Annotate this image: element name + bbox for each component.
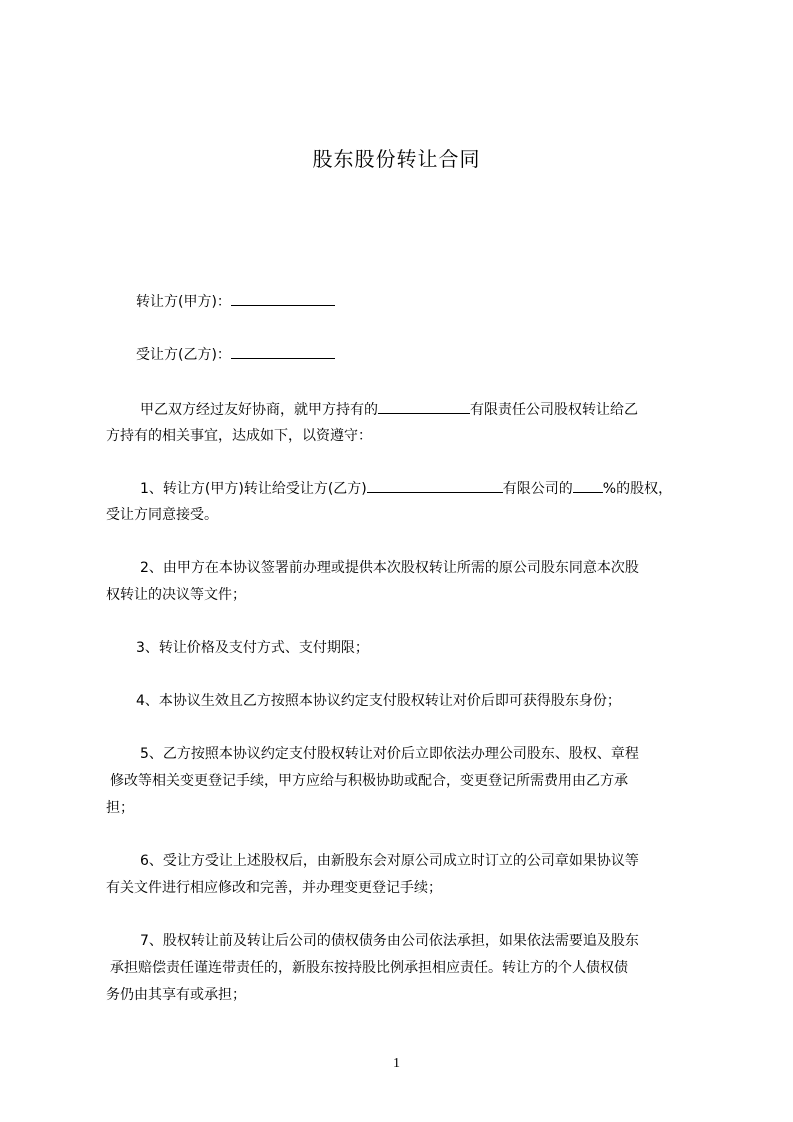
clause-2-line-1: 2、由甲方在本协议签署前办理或提供本次股权转让所需的原公司股东同意本次股 [140,560,639,576]
transferee-line [136,345,335,364]
transferor-blank [231,292,335,306]
clause-1-company-blank [367,479,503,493]
clause-1-percent-blank [573,479,603,493]
clause-7-line-2: 承担赔偿责任谨连带责任的，新股东按持股比例承担相应责任。转让方的个人债权债 [110,960,628,976]
intro-text-b: 有限责任公司股权转让给乙 [470,402,638,418]
clause-2-line-2: 权转让的决议等文件； [106,587,246,603]
clause-1-text-b: 有限公司的 [502,481,573,497]
clause-6-line-2: 有关文件进行相应修改和完善，并办理变更登记手续； [106,880,442,896]
clause-6-line-1: 6、受让方受让上述股权后，由新股东会对原公司成立时订立的公司章如果协议等 [140,853,639,869]
clause-5-line-1: 5、乙方按照本协议约定支付股权转让对价后立即依法办理公司股东、股权、章程 [140,746,639,762]
clause-7-line-1: 7、股权转让前及转让后公司的债权债务由公司依法承担，如果依法需要追及股东 [140,933,639,949]
intro-line-2: 方持有的相关事宜，达成如下，以资遵守： [106,428,372,444]
clause-1-text-c: %的股权， [602,481,673,497]
clause-3-line-1: 3、转让价格及支付方式、支付期限； [136,640,369,656]
clause-1-text-a: 1、转让方(甲方)转让给受让方(乙方) [140,481,367,497]
transferee-label: 受让方(乙方)： [136,347,231,363]
company-name-blank [378,400,470,414]
clause-5-line-3: 担； [106,800,134,816]
transferor-line [136,292,335,311]
clause-1-line-2: 受让方同意接受。 [106,507,218,523]
clause-4-line-1: 4、本协议生效且乙方按照本协议约定支付股权转让对价后即可获得股东身份； [136,693,621,709]
intro-line-1 [140,400,638,419]
page-number: 1 [393,1056,400,1071]
intro-text-a: 甲乙双方经过友好协商，就甲方持有的 [140,402,378,418]
transferor-label: 转让方(甲方)： [136,294,231,310]
clause-7-line-3: 务仍由其享有或承担； [106,987,246,1003]
clause-5-line-2: 修改等相关变更登记手续，甲方应给与积极协助或配合，变更登记所需费用由乙方承 [110,773,628,789]
clause-1-line-1 [140,479,672,498]
document-title: 股东股份转让合同 [312,147,481,171]
transferee-blank [231,345,335,359]
